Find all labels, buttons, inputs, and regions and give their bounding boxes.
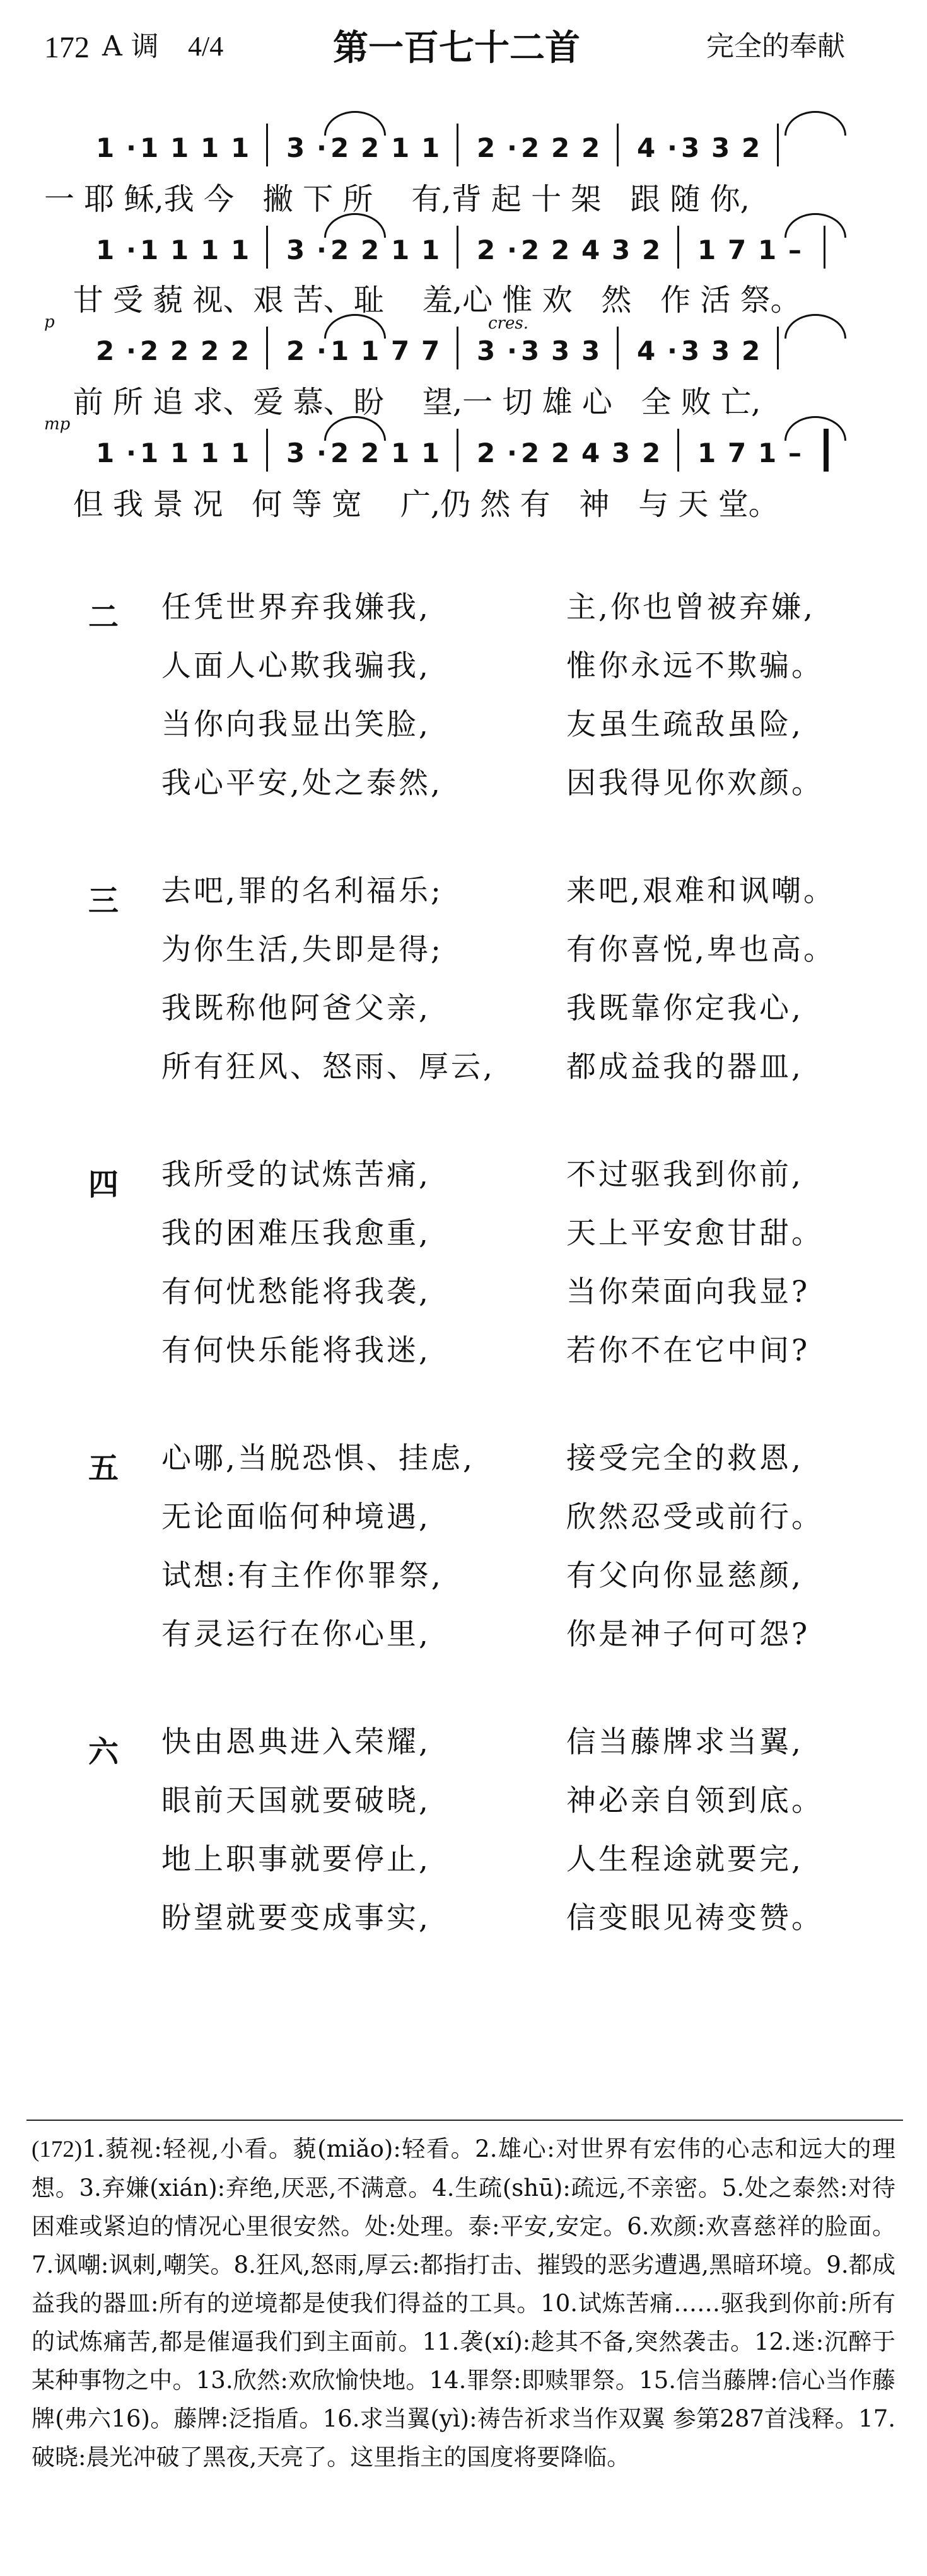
barline (266, 429, 268, 472)
footnote-text: 1.藐视:轻视,小看。藐(miǎo):轻看。2.雄心:对世界有宏伟的心志和远大的理想。3.弃嫌(xián):弃绝,厌恶,不满意。4.生疏(shū):疏远,不亲密。5.处之泰然:对待困难或紧迫的情况心里很安然。处:处理。泰:平安,安定。6.欢颜:欢喜慈祥的脸面。7.讽嘲:讽刺,嘲笑。8.狂风,怒雨,厚云:都指打击、摧毁的恶劣遭遇,黑暗环境。9.都成益我的器皿:所有的逆境都是使我们得益的工具。10.试炼苦痛……驱我到你前:所有的试炼痛苦,都是催逼我们到主面前。11.袭(xí):趁其不备,突然袭击。12.迷:沉醉于某种事物之中。13.欣然:欢欣愉快地。14.罪祭:即赎罪祭。15.信当藤牌:信心当作藤牌(弗六16)。藤牌:泛指盾。16.求当翼(yì):祷告祈求当作双翼 参第287首浅释。17.破晓:晨光冲破了黑夜,天亮了。这里指主的国度将要降临。 (32, 2135, 895, 2471)
stanza-line-first-half: 我既称他阿爸父亲, (161, 991, 431, 1026)
music-note: 3 (477, 335, 496, 366)
music-note: · (126, 132, 136, 163)
stanza-line-first-half: 无论面临何种境遇, (161, 1500, 431, 1535)
music-note: 4 (581, 235, 600, 265)
stanza-number: 三 (88, 883, 119, 919)
lyric-line-4: 但 我 景 况 何 等 宽 广,仍 然 有 神 与 天 堂。 (44, 487, 779, 522)
footnote-lead: (172) (32, 2137, 83, 2162)
music-note: · (126, 335, 136, 366)
stanza-line-first-half: 快由恩典进入荣耀, (161, 1725, 431, 1760)
stanza-line-second-half: 有父向你显慈颜, (566, 1558, 803, 1593)
dynamic-mark: mp (44, 415, 71, 434)
music-note: 2 (551, 438, 570, 468)
slur-arc (784, 213, 846, 238)
barline (457, 226, 458, 269)
music-note: – (788, 235, 802, 265)
barline (457, 327, 458, 369)
stanza-line-second-half: 信变眼见祷变赞。 (566, 1901, 824, 1935)
music-note: · (507, 132, 517, 163)
music-note: 3 (681, 335, 700, 366)
music-note: 3 (711, 335, 730, 366)
music-line (44, 415, 889, 474)
dynamic-mark: p (44, 313, 55, 332)
music-note: 1 (758, 235, 777, 265)
music-note: · (667, 335, 677, 366)
music-note: 4 (637, 132, 656, 163)
stanza-line-second-half: 接受完全的救恩, (566, 1441, 803, 1476)
music-note: 3 (612, 235, 631, 265)
stanza-line-second-half: 都成益我的器皿, (566, 1050, 803, 1084)
barline (266, 226, 268, 269)
music-note: · (317, 132, 327, 163)
stanza-line-first-half: 地上职事就要停止, (161, 1842, 431, 1877)
music-note: 1 (170, 438, 189, 468)
barline (617, 124, 619, 166)
music-note: 1 (201, 235, 219, 265)
music-note: 1 (697, 438, 716, 468)
stanza-line-second-half: 信当藤牌求当翼, (566, 1725, 803, 1760)
hymn-title: 第一百七十二首 (333, 27, 580, 69)
dynamic-mark: cres. (488, 314, 528, 333)
music-note: 2 (170, 335, 189, 366)
stanza-line-first-half: 为你生活,失即是得; (161, 932, 443, 967)
stanza-line-first-half: 人面人心欺我骗我, (161, 649, 431, 683)
music-note: 2 (361, 235, 380, 265)
lyric-line-1: 一 耶 稣,我 今 撇 下 所 有,背 起 十 架 跟 随 你, (44, 182, 750, 217)
stanza-line-second-half: 主,你也曾被弃嫌, (566, 590, 815, 625)
barline (677, 429, 679, 472)
music-note: 2 (140, 335, 159, 366)
stanza-line-second-half: 你是神子何可怨? (566, 1617, 810, 1652)
music-line (44, 313, 889, 372)
music-note: 1 (201, 132, 219, 163)
stanza-line-second-half: 来吧,艰难和讽嘲。 (566, 874, 836, 908)
music-note: 2 (742, 335, 761, 366)
stanza-line-second-half: 若你不在它中间? (566, 1333, 810, 1368)
music-note: 1 (421, 438, 440, 468)
music-note: 1 (140, 235, 159, 265)
stanza-line-first-half: 去吧,罪的名利福乐; (161, 874, 443, 908)
music-note: 3 (551, 335, 570, 366)
time-signature: 4/4 (188, 31, 224, 62)
music-note: 2 (742, 132, 761, 163)
stanza-line-first-half: 有灵运行在你心里, (161, 1617, 431, 1652)
music-note: 4 (637, 335, 656, 366)
lyric-line-3: 前 所 追 求、爱 慕、盼 望,一 切 雄 心 全 败 亡, (44, 385, 761, 420)
music-note: 2 (551, 132, 570, 163)
music-note: 1 (96, 235, 115, 265)
stanza-line-second-half: 有你喜悦,卑也高。 (566, 932, 836, 967)
stanza-number: 五 (88, 1451, 119, 1486)
footnote-divider (26, 2120, 903, 2121)
music-note: · (507, 235, 517, 265)
stanza-number: 四 (88, 1167, 119, 1202)
music-note: 2 (361, 438, 380, 468)
slur-arc (784, 416, 846, 441)
music-note: 2 (551, 235, 570, 265)
music-note: 1 (391, 132, 410, 163)
stanza-line-first-half: 所有狂风、怒雨、厚云, (161, 1050, 495, 1084)
music-note: 2 (286, 335, 305, 366)
music-note: 2 (330, 438, 349, 468)
hymn-key: A 调 (102, 30, 159, 62)
stanza-line-first-half: 心哪,当脱恐惧、挂虑, (161, 1441, 475, 1476)
music-note: 3 (681, 132, 700, 163)
stanza-line-second-half: 因我得见你欢颜。 (566, 766, 824, 801)
music-note: 2 (642, 438, 661, 468)
slur-arc (324, 111, 386, 136)
barline (617, 327, 619, 369)
stanza-line-first-half: 有何快乐能将我迷, (161, 1333, 431, 1368)
stanza-line-first-half: 当你向我显出笑脸, (161, 707, 431, 742)
music-note: 1 (330, 335, 349, 366)
music-note: 3 (521, 335, 540, 366)
stanza-line-first-half: 有何忧愁能将我袭, (161, 1275, 431, 1309)
music-note: 1 (231, 235, 250, 265)
barline (266, 124, 268, 166)
hymn-subtitle: 完全的奉献 (706, 30, 845, 62)
music-note: 1 (697, 235, 716, 265)
barline (777, 327, 779, 369)
stanza-line-first-half: 眼前天国就要破晓, (161, 1784, 431, 1818)
music-note: 1 (391, 235, 410, 265)
music-note: 1 (96, 438, 115, 468)
music-note: 3 (286, 235, 305, 265)
music-note: 2 (361, 132, 380, 163)
barline (457, 429, 458, 472)
music-note: 3 (581, 335, 600, 366)
music-note: 7 (728, 235, 747, 265)
music-note: 1 (140, 438, 159, 468)
barline (677, 226, 679, 269)
music-note: 2 (477, 438, 496, 468)
music-note: 7 (728, 438, 747, 468)
barline (266, 327, 268, 369)
music-note: · (317, 335, 327, 366)
music-note: 1 (140, 132, 159, 163)
music-note: 2 (231, 335, 250, 366)
music-note: – (788, 438, 802, 468)
music-line (85, 112, 889, 169)
footnotes (32, 2130, 895, 2476)
stanza-line-second-half: 惟你永远不欺骗。 (566, 649, 824, 683)
stanza-line-first-half: 试想:有主作你罪祭, (161, 1558, 443, 1593)
lyric-line-2: 甘 受 藐 视、艰 苦、耻 羞,心 惟 欢 然 作 活 祭。 (44, 282, 801, 318)
music-note: 1 (758, 438, 777, 468)
music-note: 3 (612, 438, 631, 468)
music-note: · (507, 438, 517, 468)
music-note: 3 (286, 132, 305, 163)
music-note: 2 (521, 438, 540, 468)
music-note: 1 (231, 438, 250, 468)
music-note: 1 (421, 132, 440, 163)
music-note: 4 (581, 438, 600, 468)
music-note: 2 (521, 132, 540, 163)
music-note: 7 (421, 335, 440, 366)
stanza-line-second-half: 我既靠你定我心, (566, 991, 803, 1026)
music-note: 2 (330, 132, 349, 163)
barline (777, 124, 779, 166)
stanza-line-second-half: 欣然忍受或前行。 (566, 1500, 824, 1535)
stanza-line-first-half: 我所受的试炼苦痛, (161, 1157, 431, 1192)
music-note: 1 (361, 335, 380, 366)
music-note: 2 (521, 235, 540, 265)
music-note: 7 (391, 335, 410, 366)
hymn-number: 172 (44, 31, 90, 64)
stanza-line-second-half: 不过驱我到你前, (566, 1157, 803, 1192)
stanza-line-first-half: 我心平安,处之泰然, (161, 766, 443, 801)
stanza-line-first-half: 我的困难压我愈重, (161, 1216, 431, 1251)
music-note: · (317, 235, 327, 265)
music-note: 3 (711, 132, 730, 163)
stanza-line-second-half: 神必亲自领到底。 (566, 1784, 824, 1818)
music-note: 3 (286, 438, 305, 468)
stanza-number: 六 (88, 1734, 119, 1770)
music-note: 2 (477, 235, 496, 265)
stanza-line-first-half: 任凭世界弃我嫌我, (161, 590, 431, 625)
music-note: · (126, 235, 136, 265)
music-note: · (507, 335, 517, 366)
stanza-line-second-half: 天上平安愈甘甜。 (566, 1216, 824, 1251)
music-note: 1 (391, 438, 410, 468)
music-note: 2 (201, 335, 219, 366)
music-note: 2 (477, 132, 496, 163)
music-note: 1 (421, 235, 440, 265)
barline (457, 124, 458, 166)
stanza-line-second-half: 当你荣面向我显? (566, 1275, 810, 1309)
music-note: 1 (96, 132, 115, 163)
music-note: 2 (642, 235, 661, 265)
music-note: · (667, 132, 677, 163)
stanza-number: 二 (88, 600, 119, 635)
slur-arc (784, 111, 846, 136)
music-note: · (126, 438, 136, 468)
music-note: 2 (581, 132, 600, 163)
music-note: · (317, 438, 327, 468)
music-line (85, 214, 889, 271)
music-note: 2 (96, 335, 115, 366)
music-note: 1 (170, 235, 189, 265)
music-note: 1 (201, 438, 219, 468)
stanza-line-second-half: 友虽生疏敌虽险, (566, 707, 803, 742)
stanza-line-second-half: 人生程途就要完, (566, 1842, 803, 1877)
music-note: 1 (231, 132, 250, 163)
music-note: 1 (170, 132, 189, 163)
stanza-line-first-half: 盼望就要变成事实, (161, 1901, 431, 1935)
music-note: 2 (330, 235, 349, 265)
